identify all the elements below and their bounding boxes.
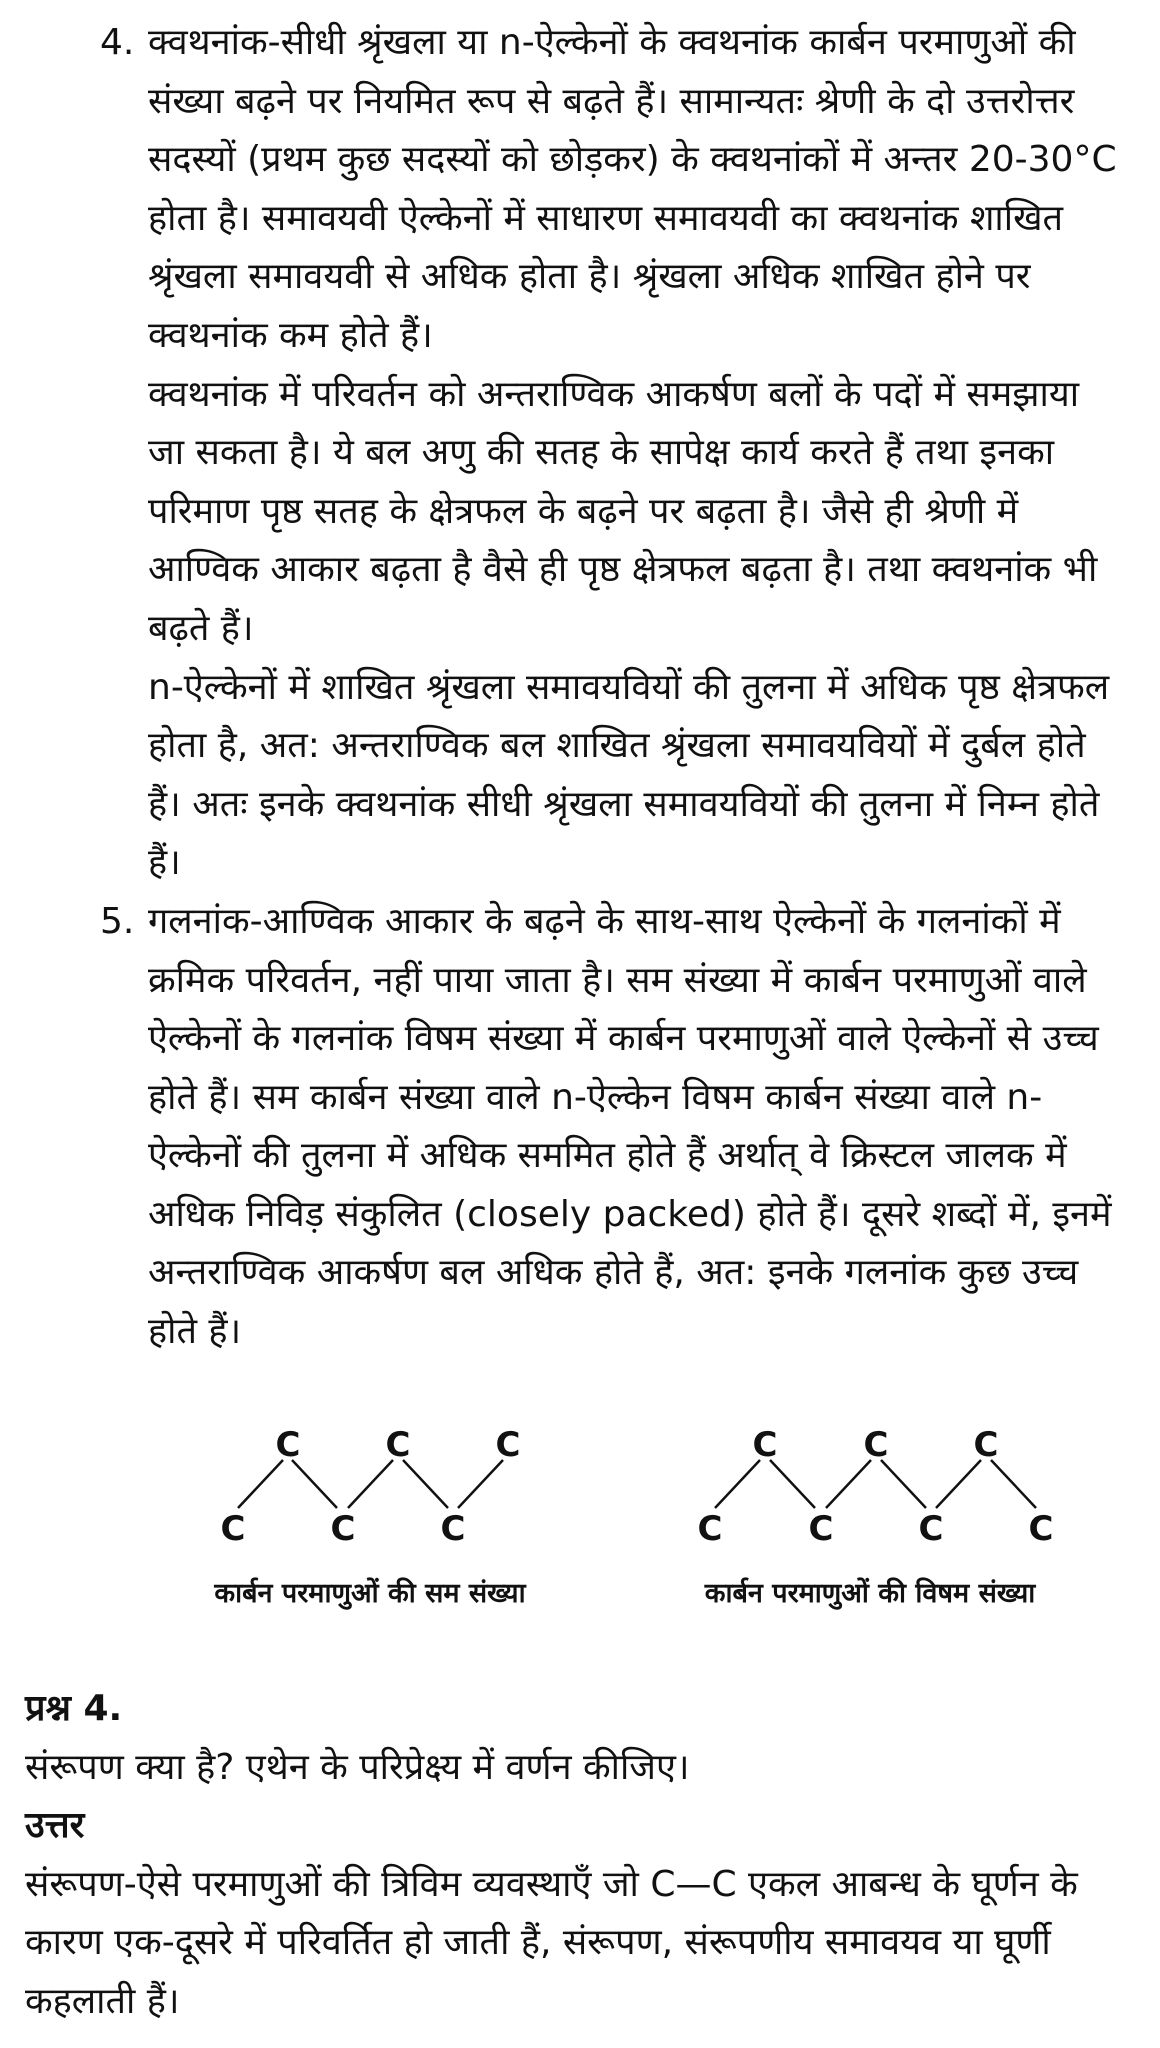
carbon-atom: C <box>863 1430 889 1465</box>
zigzag-chain-figures <box>0 1430 1160 1620</box>
boiling-point-paragraph: क्वथनांक-सीधी श्रृंखला या n-ऐल्केनों के क्वथनांक कार्बन परमाणुओं की संख्या बढ़ने पर नियमित रूप से बढ़ते हैं। सामान्यतः श्रेणी के दो उत्तरोत्तर सदस्यों (प्रथम कुछ सदस्यों को छोड़कर) के क्वथनांकों में अन्तर 20-30°C होता है। समावयवी ऐल्केनों में साधारण समावयवी का क्वथनांक शाखित श्रृंखला समावयवी से अधिक होता है। श्रृंखला अधिक शाखित होने पर क्वथनांक कम होते हैं। <box>148 22 1117 356</box>
odd-chain-bonds <box>715 1460 1036 1508</box>
carbon-atom: C <box>495 1430 521 1465</box>
bond-line <box>403 1460 448 1508</box>
carbon-atom: C <box>385 1430 411 1465</box>
answer-label: उत्तर <box>25 1805 85 1847</box>
odd-chain-caption: कार्बन परमाणुओं की विषम संख्या <box>704 1578 1036 1609</box>
carbon-atom: C <box>275 1430 301 1465</box>
question-answer-section <box>25 1680 1135 2032</box>
bond-line <box>770 1460 815 1508</box>
branched-chain-paragraph: n-ऐल्केनों में शाखित श्रृंखला समावयवियों की तुलना में अधिक पृष्ठ क्षेत्रफल होता है, अत: अन्तराण्विक बल शाखित श्रृंखला समावयवियों में दुर्बल होते हैं। अतः इनके क्वथनांक सीधी श्रृंखला समावयवियों की तुलना में निम्न होते हैं। <box>148 666 1110 884</box>
bond-line <box>936 1460 981 1508</box>
item-number: 5. <box>100 900 135 942</box>
bond-line <box>238 1460 283 1508</box>
carbon-atom: C <box>808 1509 834 1549</box>
bond-line <box>348 1460 393 1508</box>
carbon-atom: C <box>752 1430 778 1465</box>
list-item <box>0 893 1160 1362</box>
carbon-atom: C <box>220 1509 246 1549</box>
even-chain-bonds <box>238 1460 503 1508</box>
answer-text: संरूपण-ऐसे परमाणुओं की त्रिविम व्यवस्थाएँ जो C—C एकल आबन्ध के घूर्णन के कारण एक-दूसरे में परिवर्तित हो जाती हैं, संरूपण, संरूपणीय समावयव या घूर्णी कहलाती हैं। <box>25 1863 1078 2022</box>
list-item <box>0 14 1160 893</box>
question-text: संरूपण क्या है? एथेन के परिप्रेक्ष्य में वर्णन कीजिए। <box>25 1746 690 1788</box>
item-number: 4. <box>100 22 135 63</box>
zigzag-chain-diagram <box>0 1430 1160 1620</box>
bond-line <box>715 1460 760 1508</box>
carbon-atom: C <box>697 1509 723 1549</box>
carbon-atom: C <box>918 1509 944 1549</box>
question-label: प्रश्न 4. <box>25 1688 123 1729</box>
bond-line <box>881 1460 926 1508</box>
bond-line <box>292 1460 337 1508</box>
bond-line <box>458 1460 503 1508</box>
carbon-atom: C <box>440 1509 466 1549</box>
bond-line <box>991 1460 1036 1508</box>
melting-point-paragraph: गलनांक-आण्विक आकार के बढ़ने के साथ-साथ ऐल्केनों के गलनांकों में क्रमिक परिवर्तन, नहीं पाया जाता है। सम संख्या में कार्बन परमाणुओं वाले ऐल्केनों के गलनांक विषम संख्या में कार्बन परमाणुओं वाले ऐल्केनों से उच्च होते हैं। सम कार्बन संख्या वाले n-ऐल्केन विषम कार्बन संख्या वाले n-ऐल्केनों की तुलना में अधिक सममित होते हैं अर्थात् वे क्रिस्टल जालक में अधिक निविड़ संकुलित (closely packed) होते हैं। दूसरे शब्दों में, इनमें अन्तराण्विक आकर्षण बल अधिक होते हैं, अत: इनके गलनांक कुछ उच्च होते हैं। <box>148 900 1112 1353</box>
even-chain-caption: कार्बन परमाणुओं की सम संख्या <box>214 1578 526 1609</box>
numbered-list <box>0 14 1160 1362</box>
carbon-atom: C <box>330 1509 356 1549</box>
intermolecular-force-paragraph: क्वथनांक में परिवर्तन को अन्तराण्विक आकर्षण बलों के पदों में समझाया जा सकता है। ये बल अणु की सतह के सापेक्ष कार्य करते हैं तथा इनका परिमाण पृष्ठ सतह के क्षेत्रफल के बढ़ने पर बढ़ता है। जैसे ही श्रेणी में आण्विक आकार बढ़ता है वैसे ही पृष्ठ क्षेत्रफल बढ़ता है। तथा क्वथनांक भी बढ़ते हैं। <box>148 373 1098 649</box>
carbon-atom: C <box>1028 1509 1054 1549</box>
carbon-atom: C <box>973 1430 999 1465</box>
bond-line <box>826 1460 871 1508</box>
